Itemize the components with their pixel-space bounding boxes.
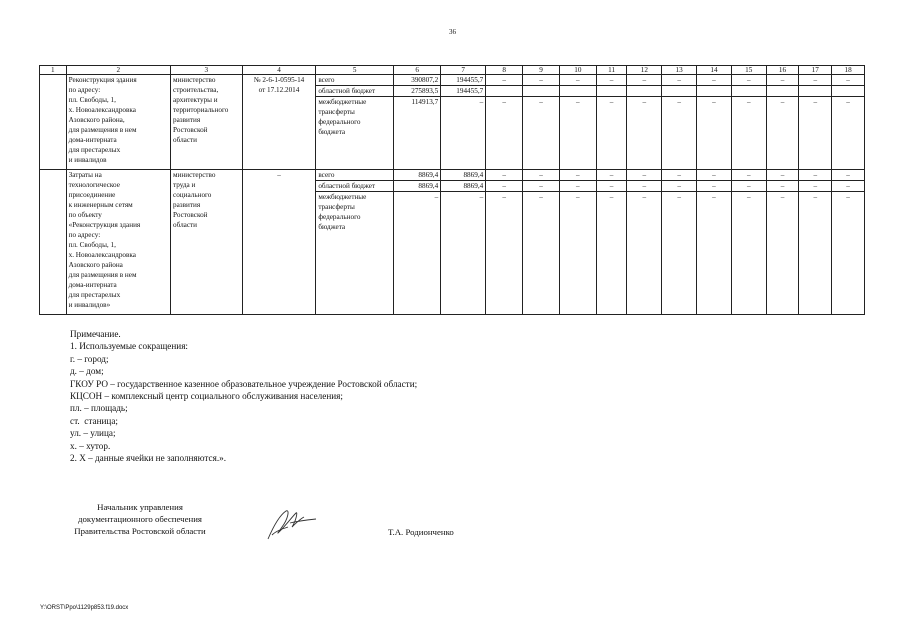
value-cell [559, 86, 596, 97]
column-header: 17 [799, 66, 832, 75]
value-cell: 194455,7 [441, 75, 486, 86]
value-cell: – [799, 181, 832, 192]
note-line: г. – город; [70, 353, 109, 364]
value-cell: – [394, 192, 441, 315]
note-line: ул. – улица; [70, 428, 116, 439]
note-line: х. – хутор. [70, 440, 111, 451]
page-number: 36 [449, 28, 456, 36]
value-cell: – [731, 170, 766, 181]
column-header: 1 [40, 66, 67, 75]
value-cell [627, 86, 662, 97]
value-cell: – [627, 97, 662, 170]
value-cell: 8869,4 [394, 181, 441, 192]
value-cell: – [731, 192, 766, 315]
value-cell: – [697, 97, 732, 170]
note-line: 1. Используемые сокращения: [70, 341, 188, 352]
value-cell: – [697, 75, 732, 86]
column-header: 4 [242, 66, 316, 75]
table-row [40, 170, 865, 181]
value-cell: – [662, 75, 697, 86]
value-cell: – [766, 170, 799, 181]
value-cell [662, 86, 697, 97]
value-cell [766, 86, 799, 97]
description-cell: Затраты на технологическое присоединение к инженерным сетям по объекту «Реконструкция здания по адресу: пл. Свободы, 1, х. Новоалександровка Азовского района для размещения в нем дома-интерната для престарелых и инвалидов» [66, 170, 170, 315]
value-cell: – [441, 192, 486, 315]
value-cell: – [559, 192, 596, 315]
column-header: 14 [697, 66, 732, 75]
value-cell: – [627, 181, 662, 192]
column-header: 6 [394, 66, 441, 75]
value-cell: – [731, 75, 766, 86]
value-cell: – [697, 181, 732, 192]
signatory-title-line: Правительства Ростовской области [74, 525, 206, 536]
value-cell: – [766, 181, 799, 192]
value-cell: – [731, 97, 766, 170]
value-cell: – [832, 97, 865, 170]
column-header: 16 [766, 66, 799, 75]
note-line: ст. станица; [70, 415, 118, 426]
value-cell: – [596, 192, 627, 315]
value-cell: – [486, 192, 523, 315]
value-cell: – [441, 97, 486, 170]
column-header: 15 [731, 66, 766, 75]
value-cell [832, 86, 865, 97]
column-header: 13 [662, 66, 697, 75]
value-cell: – [832, 75, 865, 86]
column-header: 12 [627, 66, 662, 75]
value-cell: 275893,5 [394, 86, 441, 97]
value-cell: – [523, 192, 560, 315]
value-cell: – [486, 75, 523, 86]
value-cell: – [662, 97, 697, 170]
value-cell: – [523, 170, 560, 181]
column-header: 2 [66, 66, 170, 75]
value-cell: – [627, 170, 662, 181]
value-cell: – [799, 97, 832, 170]
value-cell: – [559, 170, 596, 181]
signatory-name: Т.А. Родионченко [388, 527, 454, 537]
value-cell: – [766, 192, 799, 315]
value-cell [596, 86, 627, 97]
note-line: Примечание. [70, 329, 121, 339]
value-cell: – [799, 75, 832, 86]
notes-section [70, 328, 417, 464]
column-header: 5 [316, 66, 394, 75]
funding-source-cell: межбюджетные трансферты федерального бюджета [316, 192, 394, 315]
value-cell: – [627, 192, 662, 315]
value-cell: 390807,2 [394, 75, 441, 86]
column-header: 18 [832, 66, 865, 75]
value-cell: – [766, 97, 799, 170]
file-path: Y:\ORST\Ppo\1129p853.f19.docx [40, 605, 129, 611]
note-line: пл. – площадь; [70, 403, 128, 414]
value-cell: – [662, 192, 697, 315]
signatory-title-line: Начальник управления [97, 502, 183, 512]
item-number-cell [40, 75, 67, 170]
value-cell: – [486, 97, 523, 170]
note-line: КЦСОН – комплексный центр социального обслуживания населения; [70, 391, 343, 402]
budget-table [39, 65, 865, 315]
value-cell: 8869,4 [441, 170, 486, 181]
table-row [40, 75, 865, 86]
value-cell: – [523, 97, 560, 170]
value-cell: – [697, 192, 732, 315]
value-cell: – [799, 170, 832, 181]
value-cell: 114913,7 [394, 97, 441, 170]
table-header-row [40, 66, 865, 75]
value-cell: – [559, 181, 596, 192]
program-number-cell: – [242, 170, 316, 315]
value-cell [799, 86, 832, 97]
value-cell: – [832, 181, 865, 192]
column-header: 10 [559, 66, 596, 75]
value-cell: – [523, 181, 560, 192]
signatory-title [40, 502, 240, 537]
executor-cell: министерство труда и социального развития Ростовской области [171, 170, 243, 315]
value-cell: – [832, 170, 865, 181]
value-cell: – [662, 170, 697, 181]
column-header: 3 [171, 66, 243, 75]
column-header: 11 [596, 66, 627, 75]
value-cell: – [799, 192, 832, 315]
value-cell: – [523, 75, 560, 86]
value-cell: – [766, 75, 799, 86]
value-cell [523, 86, 560, 97]
column-header: 9 [523, 66, 560, 75]
value-cell: – [486, 170, 523, 181]
value-cell: – [627, 75, 662, 86]
note-line: 2. Х – данные ячейки не заполняются.». [70, 453, 227, 464]
value-cell [731, 86, 766, 97]
column-header: 7 [441, 66, 486, 75]
value-cell [486, 86, 523, 97]
value-cell: – [559, 97, 596, 170]
value-cell: – [731, 181, 766, 192]
value-cell: – [559, 75, 596, 86]
value-cell: – [596, 170, 627, 181]
funding-source-cell: всего [316, 75, 394, 86]
value-cell: – [832, 192, 865, 315]
value-cell: 194455,7 [441, 86, 486, 97]
note-line: ГКОУ РО – государственное казенное образовательное учреждение Ростовской области; [70, 378, 418, 389]
column-header: 8 [486, 66, 523, 75]
value-cell: – [596, 97, 627, 170]
funding-source-cell: областной бюджет [316, 181, 394, 192]
value-cell: 8869,4 [394, 170, 441, 181]
item-number-cell [40, 170, 67, 315]
funding-source-cell: межбюджетные трансферты федерального бюджета [316, 97, 394, 170]
value-cell: – [596, 181, 627, 192]
value-cell: – [662, 181, 697, 192]
funding-source-cell: всего [316, 170, 394, 181]
signatory-title-line: документационного обеспечения [78, 513, 202, 524]
value-cell: – [486, 181, 523, 192]
note-line: д. – дом; [70, 366, 104, 377]
value-cell: – [697, 170, 732, 181]
executor-cell: министерство строительства, архитектуры и территориального развития Ростовской области [171, 75, 243, 170]
value-cell: 8869,4 [441, 181, 486, 192]
value-cell [697, 86, 732, 97]
program-number-cell: № 2-6-1-0595-14 от 17.12.2014 [242, 75, 316, 170]
handwritten-signature-icon [262, 505, 322, 543]
funding-source-cell: областной бюджет [316, 86, 394, 97]
description-cell: Реконструкция здания по адресу: пл. Свободы, 1, х. Новоалександровка Азовского района, для размещения в нем дома-интерната для престарелых и инвалидов [66, 75, 170, 170]
value-cell: – [596, 75, 627, 86]
